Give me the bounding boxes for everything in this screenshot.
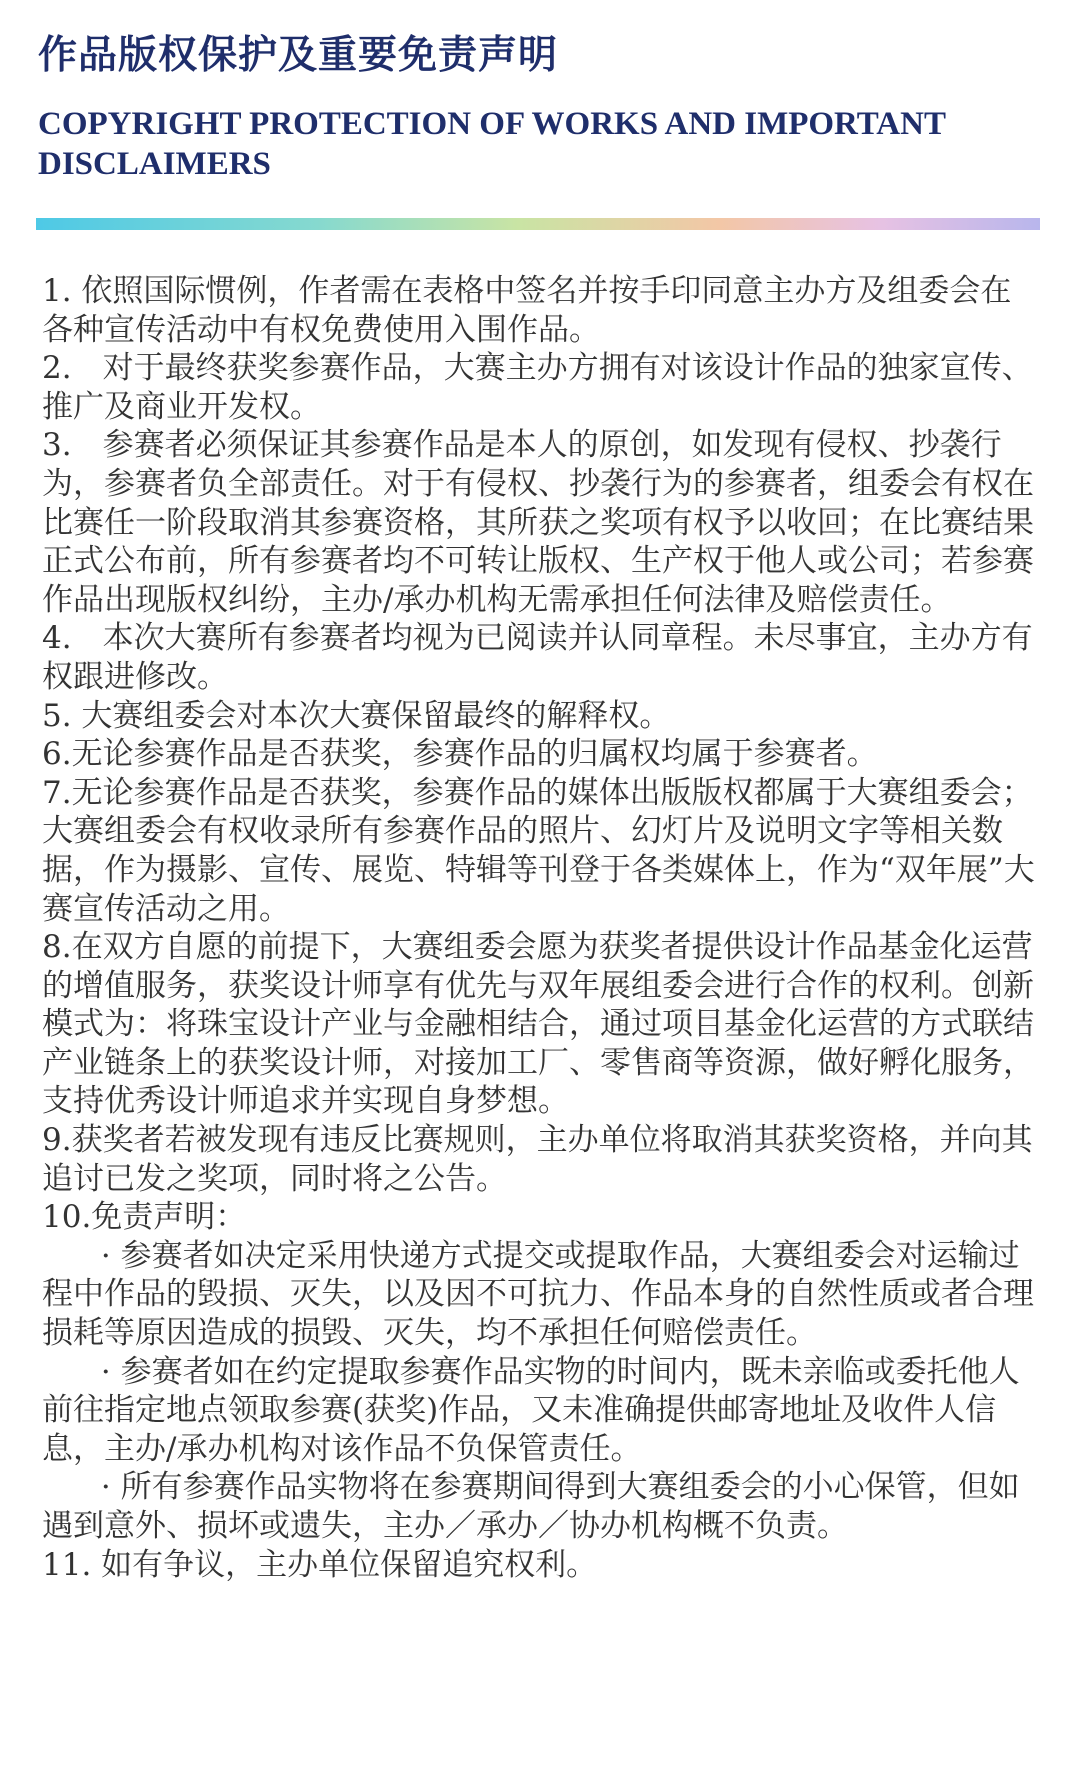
clause-4: 4. 本次大赛所有参赛者均视为已阅读并认同章程。未尽事宜，主办方有权跟进修改。 [42, 620, 1033, 695]
clause-10-heading: 10.免责声明： [42, 1199, 247, 1236]
clause-11: 11. 如有争议，主办单位保留追究权利。 [42, 1546, 598, 1583]
page-title-english-line2: DISCLAIMERS [38, 146, 271, 182]
gradient-divider [36, 218, 1040, 230]
page-title-english-line1: COPYRIGHT PROTECTION OF WORKS AND IMPORTANT [38, 106, 946, 142]
clause-5: 5. 大赛组委会对本次大赛保留最终的解释权。 [42, 697, 671, 734]
clause-3: 3. 参赛者必须保证其参赛作品是本人的原创，如发现有侵权、抄袭行为，参赛者负全部责任。对于有侵权、抄袭行为的参赛者，组委会有权在比赛任一阶段取消其参赛资格，其所获之奖项有权予以收回；在比赛结果正式公布前，所有参赛者均不可转让版权、生产权于他人或公司；若参赛作品出现版权纠纷，主办/承办机构无需承担任何法律及赔偿责任。 [42, 427, 1034, 618]
clause-2: 2. 对于最终获奖参赛作品，大赛主办方拥有对该设计作品的独家宣传、推广及商业开发权。 [42, 350, 1033, 425]
page-title-chinese: 作品版权保护及重要免责声明 [38, 33, 559, 78]
disclaimer-list [42, 272, 1042, 1584]
disclaimer-bullet-3: · 所有参赛作品实物将在参赛期间得到大赛组委会的小心保管，但如遇到意外、损坏或遗失，主办／承办／协办机构概不负责。 [42, 1469, 1020, 1544]
page-title-english [38, 104, 1038, 184]
disclaimer-bullet-2: · 参赛者如在约定提取参赛作品实物的时间内，既未亲临或委托他人前往指定地点领取参赛(获奖)作品，又未准确提供邮寄地址及收件人信息，主办/承办机构对该作品不负保管责任。 [42, 1353, 1020, 1467]
clause-1: 1. 依照国际惯例，作者需在表格中签名并按手印同意主办方及组委会在各种宣传活动中有权免费使用入围作品。 [42, 273, 1012, 348]
clause-8: 8.在双方自愿的前提下，大赛组委会愿为获奖者提供设计作品基金化运营的增值服务，获奖设计师享有优先与双年展组委会进行合作的权利。创新模式为：将珠宝设计产业与金融相结合，通过项目基金化运营的方式联结产业链条上的获奖设计师，对接加工厂、零售商等资源，做好孵化服务，支持优秀设计师追求并实现自身梦想。 [42, 929, 1034, 1120]
clause-7: 7.无论参赛作品是否获奖，参赛作品的媒体出版版权都属于大赛组委会；大赛组委会有权收录所有参赛作品的照片、幻灯片及说明文字等相关数据，作为摄影、宣传、展览、特辑等刊登于各类媒体上，作为“双年展”大赛宣传活动之用。 [42, 774, 1035, 927]
disclaimer-bullet-1: · 参赛者如决定采用快递方式提交或提取作品，大赛组委会对运输过程中作品的毁损、灭失，以及因不可抗力、作品本身的自然性质或者合理损耗等原因造成的损毁、灭失，均不承担任何赔偿责任。 [42, 1237, 1034, 1352]
clause-6: 6.无论参赛作品是否获奖，参赛作品的归属权均属于参赛者。 [42, 736, 878, 773]
clause-9: 9.获奖者若被发现有违反比赛规则，主办单位将取消其获奖资格，并向其追讨已发之奖项，同时将之公告。 [42, 1122, 1033, 1197]
